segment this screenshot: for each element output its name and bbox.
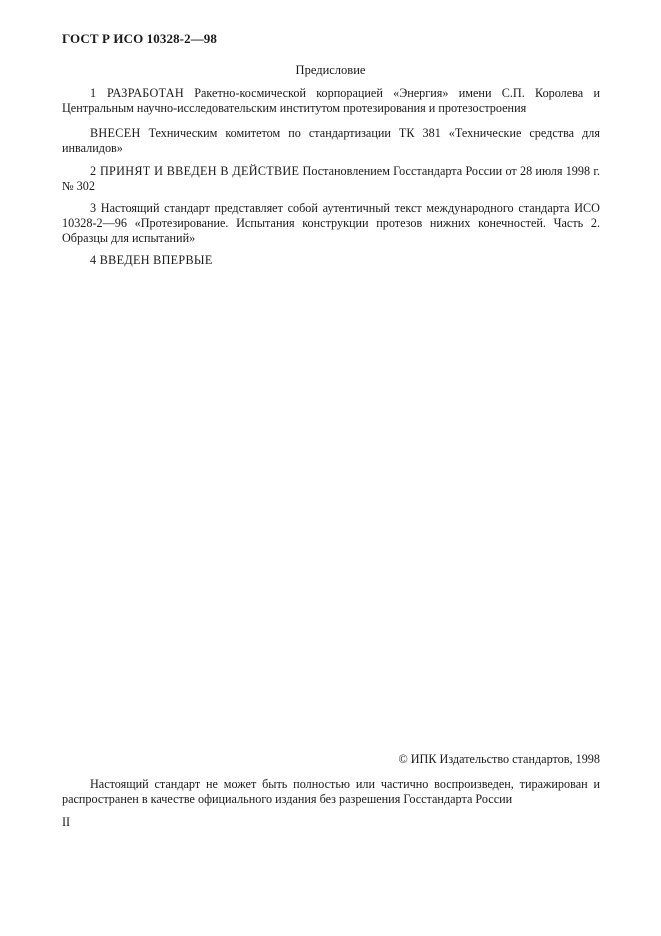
item-text: Ракетно-космической корпорацией «Энергия» имени С.П. Королева и Центральным научно-исследовательским институтом протезирования и протезостроения xyxy=(62,86,600,115)
preface-item-developed xyxy=(62,86,600,116)
preface-item-first-introduced xyxy=(62,253,600,268)
item-text: Техническим комитетом по стандартизации ТК 381 «Технические средства для инвалидов» xyxy=(62,126,600,155)
item-label: ВНЕСЕН xyxy=(90,126,141,140)
copyright-line: © ИПК Издательство стандартов, 1998 xyxy=(398,752,600,766)
item-label: 4 ВВЕДЕН ВПЕРВЫЕ xyxy=(90,253,213,267)
preface-item-adopted xyxy=(62,164,600,194)
preface-title: Предисловие xyxy=(295,63,366,77)
document-code-header: ГОСТ Р ИСО 10328-2—98 xyxy=(62,31,218,46)
preface-item-authentic-text xyxy=(62,201,600,246)
item-text: Постановлением Госстандарта России от 28 июля 1998 г. № 302 xyxy=(62,164,601,193)
item-text: Настоящий стандарт представляет собой аутентичный текст международного стандарта ИСО 10328-2—96 «Протезирование. Испытания конструкции протезов нижних конечностей. Часть 2. Образцы для испытаний» xyxy=(62,201,600,245)
item-label: 1 РАЗРАБОТАН xyxy=(90,86,184,100)
preface-item-submitted xyxy=(62,126,600,156)
item-label: 3 xyxy=(90,201,97,215)
item-label: 2 ПРИНЯТ И ВВЕДЕН В ДЕЙСТВИЕ xyxy=(90,164,300,178)
page-number: II xyxy=(62,815,71,829)
reproduction-notice: Настоящий стандарт не может быть полностью или частично воспроизведен, тиражирован и распространен в качестве официального издания без разрешения Госстандарта России xyxy=(62,777,600,806)
